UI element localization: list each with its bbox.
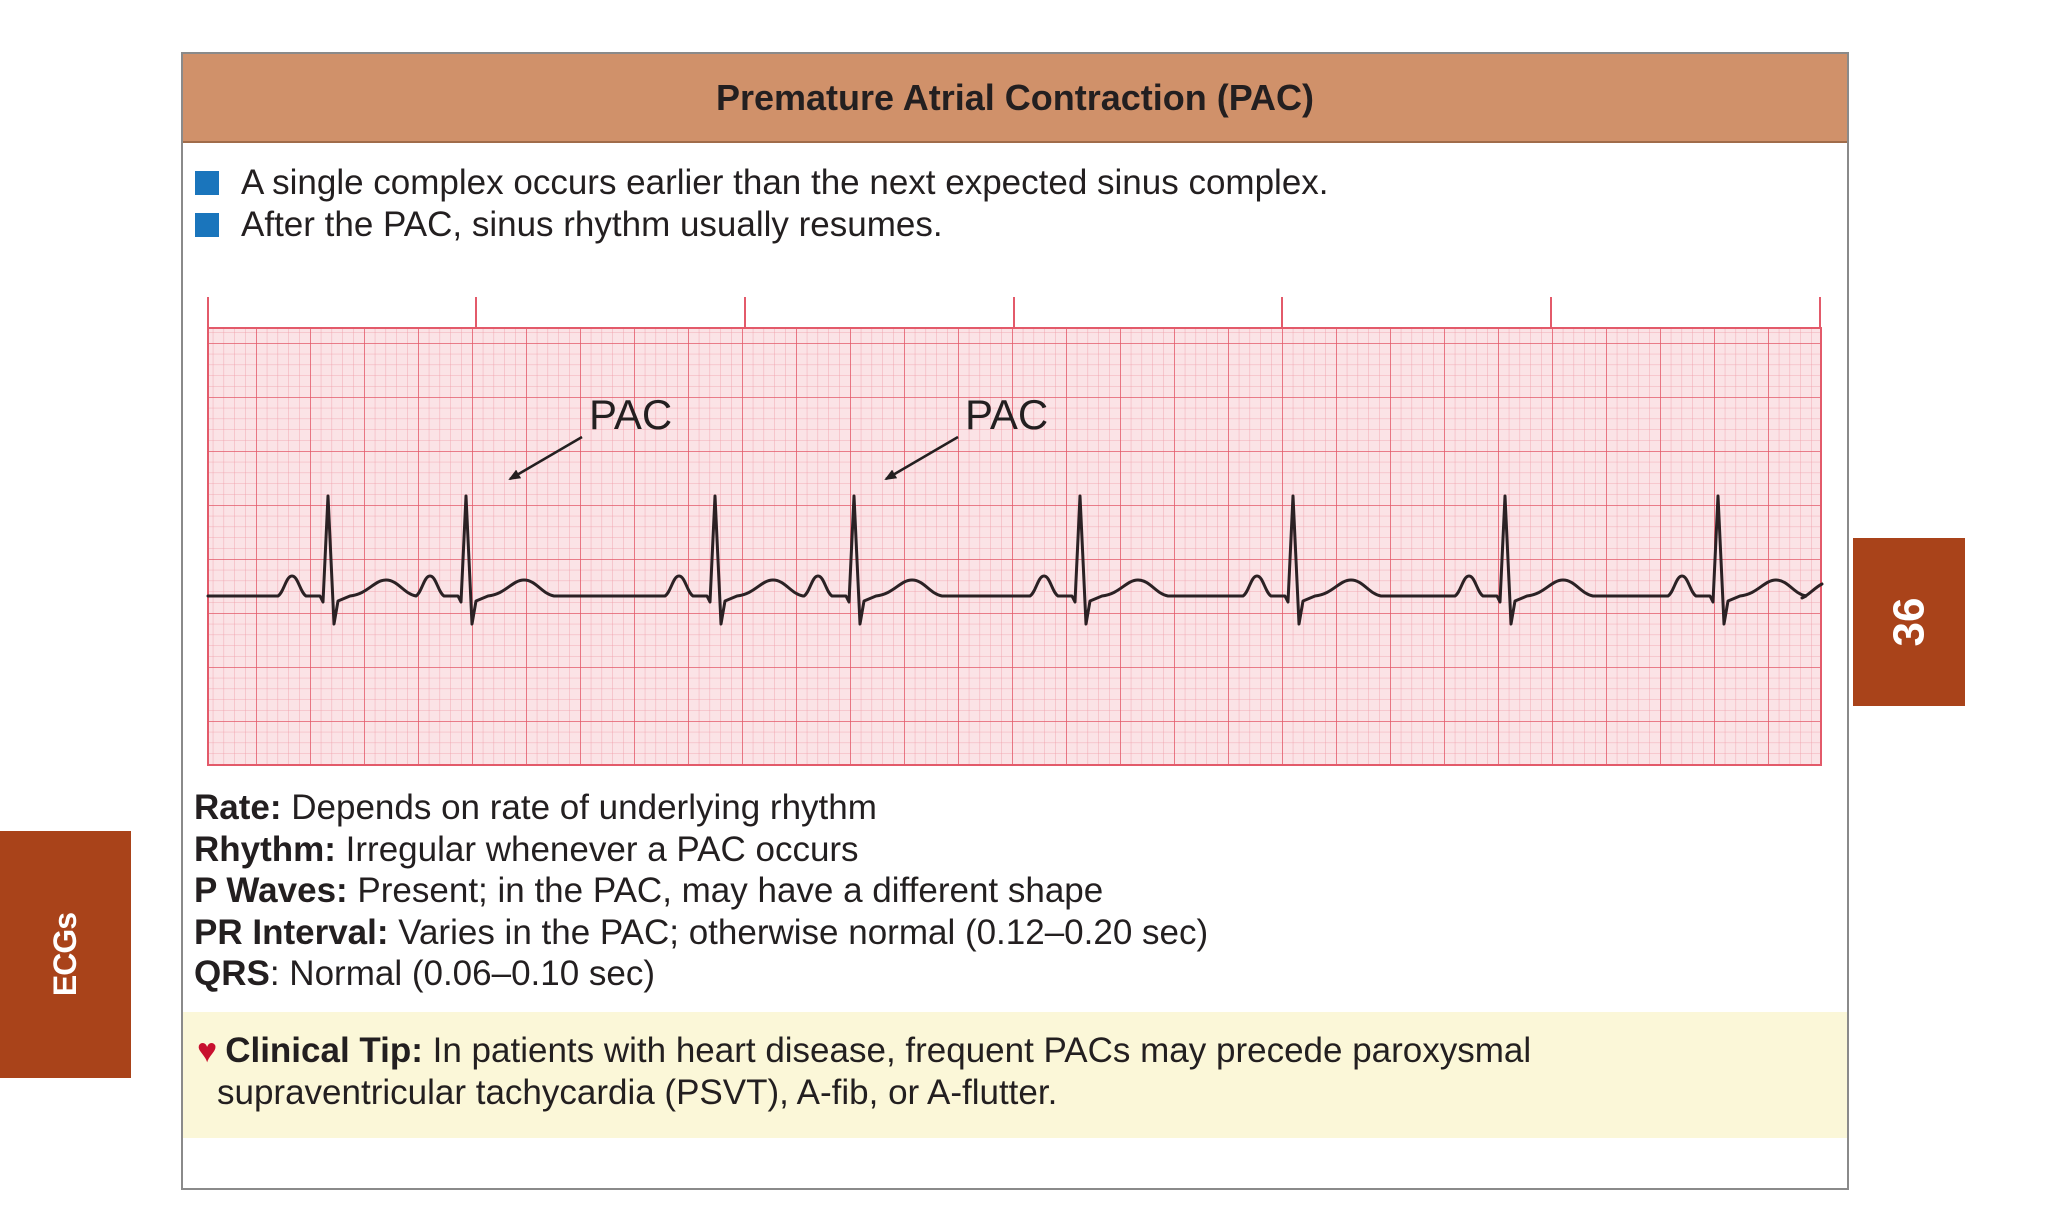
- page-number-tab: [1853, 538, 1965, 706]
- property-row: [194, 953, 1208, 995]
- page-number: 36: [1883, 597, 1933, 647]
- property-value: Varies in the PAC; otherwise normal (0.12–0.20 sec): [388, 912, 1209, 952]
- clinical-tip: [183, 1012, 1847, 1138]
- bullet-square-icon: [195, 213, 219, 237]
- property-label: Rate:: [194, 788, 282, 827]
- bullet-text: A single complex occurs earlier than the next expected sinus complex.: [241, 163, 1329, 202]
- ecg-strip-svg: [202, 289, 1832, 819]
- clinical-tip-line: [197, 1030, 1847, 1072]
- bullet-item: [195, 162, 1329, 204]
- bullet-item: [195, 204, 1329, 246]
- pac-label: PAC: [589, 391, 673, 438]
- property-value: Irregular whenever a PAC occurs: [335, 829, 859, 869]
- pac-label: PAC: [965, 391, 1049, 438]
- reference-card: [181, 52, 1849, 1190]
- property-label: Rhythm:: [194, 829, 336, 869]
- clinical-tip-label: Clinical Tip:: [225, 1031, 423, 1070]
- property-label: QRS: [194, 954, 270, 993]
- property-value: Present; in the PAC, may have a different shape: [347, 871, 1104, 910]
- card-header: [183, 54, 1847, 143]
- property-label: P Waves:: [194, 871, 348, 910]
- ecg-strip: [202, 289, 1832, 819]
- property-row: [194, 829, 1208, 871]
- bullet-list: [195, 162, 1329, 246]
- section-tab: [0, 831, 131, 1078]
- bullet-text: After the PAC, sinus rhythm usually resumes.: [241, 205, 943, 244]
- property-value: : Normal (0.06–0.10 sec): [269, 954, 656, 993]
- property-value: Depends on rate of underlying rhythm: [281, 788, 877, 827]
- clinical-tip-text: In patients with heart disease, frequent PACs may precede paroxysmal: [422, 1031, 1532, 1070]
- property-row: [194, 870, 1208, 912]
- rhythm-properties: [194, 787, 1208, 995]
- card-title: Premature Atrial Contraction (PAC): [715, 76, 1315, 118]
- bullet-square-icon: [195, 171, 219, 195]
- property-row: [194, 787, 1208, 829]
- time-ticks: [208, 297, 1820, 328]
- clinical-tip-line: supraventricular tachycardia (PSVT), A-fib, or A-flutter.: [217, 1073, 1058, 1112]
- property-row: [194, 912, 1208, 954]
- section-label: ECGs: [46, 912, 83, 997]
- heart-icon: ♥: [197, 1032, 218, 1070]
- property-label: PR Interval:: [194, 912, 389, 952]
